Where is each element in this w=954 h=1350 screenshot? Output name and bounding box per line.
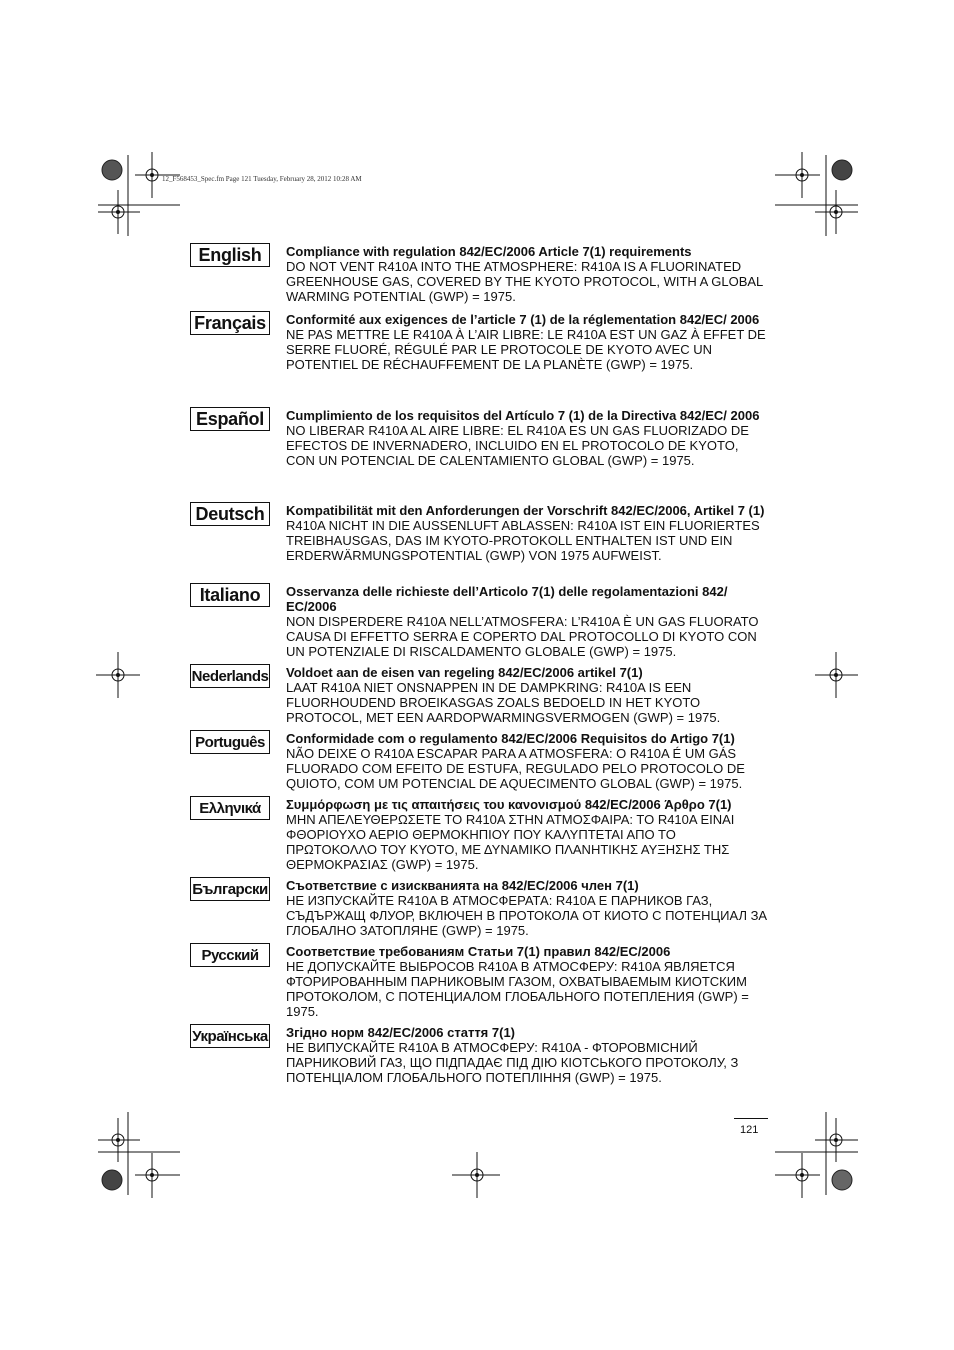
entry-text — [286, 797, 770, 872]
entry-text — [286, 1025, 770, 1085]
language-label-espanol: Español — [190, 407, 270, 431]
entry-body: R410A NICHT IN DIE AUSSENLUFT ABLASSEN: R410A IST EIN FLUORIERTES TREIBHAUSGAS, DAS IM KYOTO-PROTOKOLL ENTHALTEN IST UND EIN ERDERWÄRMUNGSPOTENTIAL (GWP) VON 1975 AUFWEIST. — [286, 518, 760, 563]
language-label-deutsch: Deutsch — [190, 502, 270, 526]
print-job-header: 12_F568453_Spec.fm Page 121 Tuesday, February 28, 2012 10:28 AM — [162, 175, 362, 183]
entry-title: Cumplimiento de los requisitos del Artículo 7 (1) de la Directiva 842/EC/ 2006 — [286, 408, 760, 423]
entry-title: Voldoet aan de eisen van regeling 842/EC/2006 artikel 7(1) — [286, 665, 643, 680]
language-label-francais: Français — [190, 311, 270, 335]
page-number-rule — [734, 1118, 768, 1119]
entry-body: НЕ ВИПУСКАЙТЕ R410A В АТМОСФЕРУ: R410A - ФТОРОВМІСНИЙ ПАРНИКОВИЙ ГАЗ, ЩО ПІДПАДАЄ ПІД ДІЮ КІОТСЬКОГО ПРОТОКОЛУ, З ПОТЕНЦІАЛОМ ГЛОБАЛЬНОГО ПОТЕПЛІННЯ (GWP) = 1975. — [286, 1040, 739, 1085]
entry-body: NE PAS METTRE LE R410A À L’AIR LIBRE: LE R410A EST UN GAZ À EFFET DE SERRE FLUORÉ, RÉGULÉ PAR LE PROTOCOLE DE KYOTO AVEC UN POTENTIEL DE RÉCHAUFFEMENT DE LA PLANÈTE (GWP) = 1975. — [286, 327, 766, 372]
entry-body: DO NOT VENT R410A INTO THE ATMOSPHERE: R410A IS A FLUORINATED GREENHOUSE GAS, COVERED BY THE KYOTO PROTOCOL, WITH A GLOBAL WARMING POTENTIAL (GWP) = 1975. — [286, 259, 763, 304]
entry-body: НЕ ИЗПУСКАЙТЕ R410A В АТМОСФЕРАТА: R410A Е ПАРНИКОВ ГАЗ, СЪДЪРЖАЩ ФЛУОР, ВКЛЮЧЕН В ПРОТОКОЛА ОТ КИОТО С ПОТЕНЦИАЛ ЗА ГЛОБАЛНО ЗАТОПЛЯНЕ (GWP) = 1975. — [286, 893, 768, 938]
entry-title: Съответствие с изискванията на 842/EC/2006 член 7(1) — [286, 878, 639, 893]
entry-text — [286, 731, 770, 791]
entry-body: ΜΗΝ ΑΠΕΛΕΥΘΕΡΩΣΕΤΕ ΤΟ R410A ΣΤΗΝ ΑΤΜΟΣΦΑΙΡΑ: ΤΟ R410A ΕΙΝΑΙ ΦΘΟΡΙΟΥΧΟ ΑΕΡΙΟ ΘΕΡΜΟΚΗΠΙΟΥ ΠΟΥ ΚΑΛΥΠΤΕΤΑΙ ΑΠΟ ΤΟ ΠΡΩΤΟΚΟΛΛΟ ΤΟΥ ΚΥΟΤΟ, ΜΕ ΔΥΝΑΜΙΚΟ ΠΛΑΝΗΤΙΚΗΣ ΑΥΞΗΣΗΣ ΤΗΣ ΘΕΡΜΟΚΡΑΣΙΑΣ (GWP) = 1975. — [286, 812, 735, 872]
language-label-ellinika: Ελληνικά — [190, 796, 270, 820]
language-label-ukrainska: Українська — [190, 1024, 270, 1048]
language-label-english: English — [190, 243, 270, 267]
entry-body: НЕ ДОПУСКАЙТЕ ВЫБРОСОВ R410A В АТМОСФЕРУ: R410A ЯВЛЯЕТСЯ ФТОРИРОВАННЫМ ПАРНИКОВЫМ ГАЗОМ, ОХВАТЫВАЕМЫМ КИОТСКИМ ПРОТОКОЛОМ, С ПОТЕНЦИАЛОМ ГЛОБАЛЬНОГО ПОТЕПЛЕНИЯ (GWP) = 1975. — [286, 959, 749, 1019]
language-label-portugues: Português — [190, 730, 270, 754]
entry-title: Згідно норм 842/EC/2006 стаття 7(1) — [286, 1025, 515, 1040]
entry-body: NÃO DEIXE O R410A ESCAPAR PARA A ATMOSFERA: O R410A É UM GÁS FLUORADO COM EFEITO DE ESTUFA, REGULADO PELO PROTOCOLO DE QUIOTO, COM UM POTENCIAL DE AQUECIMENTO GLOBAL (GWP) = 1975. — [286, 746, 745, 791]
entry-text — [286, 944, 770, 1019]
language-label-italiano: Italiano — [190, 583, 270, 607]
entry-text — [286, 665, 770, 725]
entry-title: Kompatibilität mit den Anforderungen der Vorschrift 842/EC/2006, Artikel 7 (1) — [286, 503, 765, 518]
entry-title: Соответствие требованиям Статьи 7(1) правил 842/EC/2006 — [286, 944, 671, 959]
entry-body: LAAT R410A NIET ONSNAPPEN IN DE DAMPKRING: R410A IS EEN FLUORHOUDEND BROEIKASGAS ZOALS BEDOELD IN HET KYOTO PROTOCOL, MET EEN AARDOPWARMINGSVERMOGEN (GWP) = 1975. — [286, 680, 721, 725]
entry-text — [286, 244, 770, 304]
language-label-russkiy: Русский — [190, 943, 270, 967]
entry-title: Compliance with regulation 842/EC/2006 Article 7(1) requirements — [286, 244, 692, 259]
entry-body: NO LIBERAR R410A AL AIRE LIBRE: EL R410A ES UN GAS FLUORIZADO DE EFECTOS DE INVERNADERO, INCLUIDO EN EL PROTOCOLO DE KYOTO, CON UN POTENCIAL DE CALENTAMIENTO GLOBAL (GWP) = 1975. — [286, 423, 749, 468]
entry-text — [286, 503, 770, 563]
entry-text — [286, 312, 770, 372]
page-number: 121 — [740, 1124, 759, 1136]
entry-text — [286, 878, 770, 938]
entry-body: NON DISPERDERE R410A NELL’ATMOSFERA: L’R410A È UN GAS FLUORATO CAUSA DI EFFETTO SERRA E COPERTO DAL PROTOCOLLO DI KYOTO CON UN POTENZIALE DI RISCALDAMENTO GLOBALE (GWP) = 1975. — [286, 614, 759, 659]
entry-text — [286, 584, 770, 659]
entry-title: Συμμόρφωση με τις απαιτήσεις του κανονισμού 842/EC/2006 Άρθρο 7(1) — [286, 797, 732, 812]
entry-title: Conformité aux exigences de l’article 7 (1) de la réglementation 842/EC/ 2006 — [286, 312, 760, 327]
language-label-nederlands: Nederlands — [190, 664, 270, 688]
entry-title: Osservanza delle richieste dell’Articolo 7(1) delle regolamentazioni 842/ EC/2006 — [286, 584, 728, 614]
language-label-balgarski: Български — [190, 877, 270, 901]
entry-title: Conformidade com o regulamento 842/EC/2006 Requisitos do Artigo 7(1) — [286, 731, 735, 746]
entry-text — [286, 408, 770, 468]
